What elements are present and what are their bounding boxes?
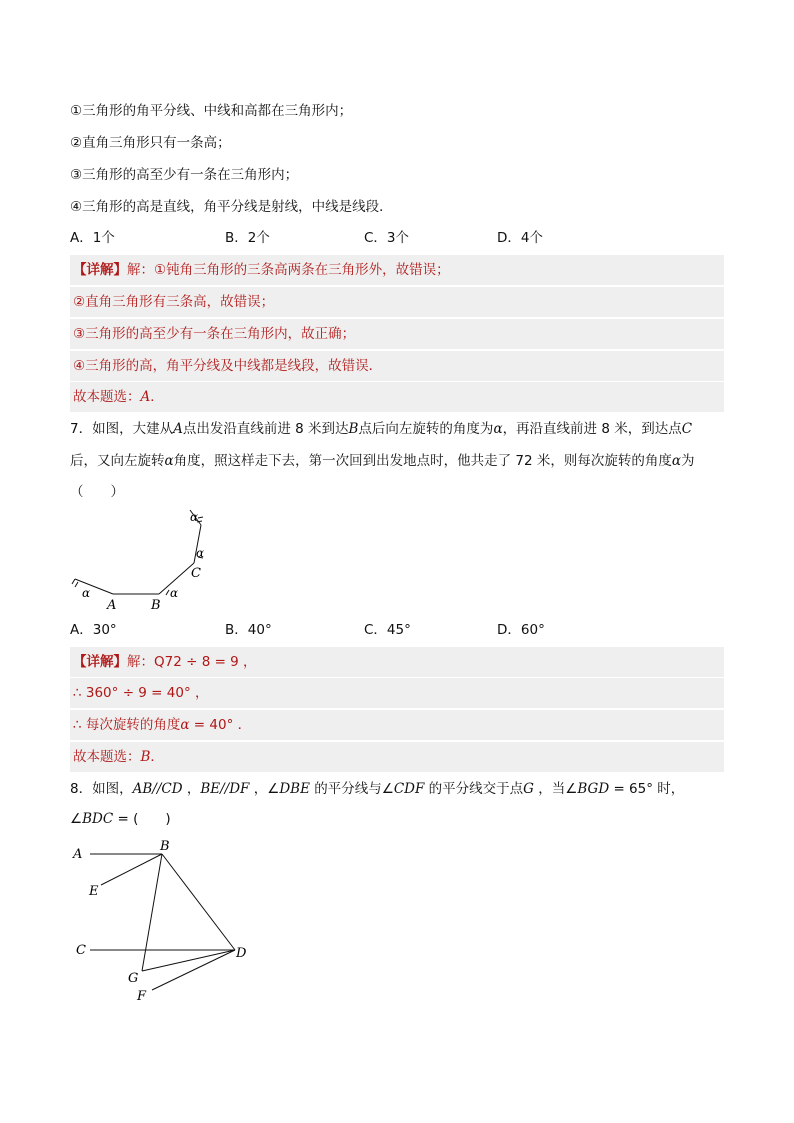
q8-text: ， xyxy=(249,781,268,797)
label-b: B xyxy=(151,598,161,613)
label-g: G xyxy=(128,971,139,986)
label-a: A xyxy=(73,847,83,862)
ray-be xyxy=(101,854,162,885)
answer-suffix: ． xyxy=(150,749,164,765)
q6-answer xyxy=(70,382,724,412)
q7-solution-line-1 xyxy=(70,647,724,677)
q8-stem-line-2 xyxy=(70,809,724,829)
label-alpha: α xyxy=(190,510,199,524)
alpha-symbol: α xyxy=(164,453,174,469)
q6-statement-4: ④三角形的高是直线，角平分线是射线，中线是线段． xyxy=(70,199,393,215)
q6-statement-1: ①三角形的角平分线、中线和高都在三角形内； xyxy=(70,103,353,119)
q8-stem-line-1 xyxy=(70,779,724,799)
label-c: C xyxy=(76,943,86,958)
angle-cdf: CDF xyxy=(393,781,425,797)
q8-text: = 65° 时， xyxy=(609,781,685,797)
q7-option-c: C．45° xyxy=(364,622,411,638)
segment-cd: CD xyxy=(161,781,183,797)
label-e: E xyxy=(89,884,99,899)
q8-text: ， xyxy=(182,781,201,797)
ray-df xyxy=(152,950,235,990)
angle-bdc: BDC xyxy=(82,811,114,827)
label-alpha: α xyxy=(82,586,91,600)
hatch xyxy=(72,579,75,584)
q6-solution-line-4: ④三角形的高，角平分线及中线都是线段，故错误． xyxy=(70,351,724,381)
q6-solution-line-3: ③三角形的高至少有一条在三角形内，故正确； xyxy=(70,319,724,349)
q8-figure xyxy=(70,838,260,1008)
q8-text: ，当 xyxy=(533,781,566,797)
answer-suffix: ． xyxy=(150,389,164,405)
q7-stem-line-1 xyxy=(70,419,724,439)
hatch xyxy=(198,517,203,518)
angle-symbol: ∠ xyxy=(565,781,578,797)
q6-option-a: A．1个 xyxy=(70,230,115,246)
q6-solution-line-1 xyxy=(70,255,724,285)
segment-ab: AB xyxy=(132,781,153,797)
q7-text: 为 xyxy=(681,453,695,469)
hatch xyxy=(75,582,78,587)
label-f: F xyxy=(137,989,147,1004)
point-a: A xyxy=(173,421,183,437)
q8-text: 8．如图， xyxy=(70,781,133,797)
label-a: A xyxy=(107,598,117,613)
q7-solution-line-2: ∴ 360° ÷ 9 = 40° ， xyxy=(70,678,724,708)
alpha-symbol: α xyxy=(671,453,682,469)
q7-figure xyxy=(70,505,220,615)
path-segment xyxy=(75,579,113,594)
q6-option-d: D．4个 xyxy=(497,230,543,246)
q7-answer xyxy=(70,742,724,772)
q7-text: 点出发沿直线前进 8 米到达 xyxy=(182,421,349,437)
q7-text: 角度，照这样走下去，第一次回到出发地点时，他共走了 72 米，则每次旋转的角度 xyxy=(173,453,672,469)
q7-option-b: B．40° xyxy=(225,622,272,638)
q7-solution-line-3 xyxy=(70,710,724,740)
q6-statement-3: ③三角形的高至少有一条在三角形内； xyxy=(70,167,299,183)
hatch xyxy=(166,590,169,595)
q6-option-b: B．2个 xyxy=(225,230,270,246)
q7-option-d: D．60° xyxy=(497,622,545,638)
solution-tag: 【详解】 xyxy=(73,654,127,670)
q7-text: 点后向左旋转的角度为 xyxy=(358,421,494,437)
q7-option-a: A．30° xyxy=(70,622,117,638)
q8-text: = ( ) xyxy=(113,811,171,827)
segment-df: DF xyxy=(229,781,250,797)
q7-text: 后，又向左旋转 xyxy=(70,453,165,469)
angle-symbol: ∠ xyxy=(381,781,394,797)
label-d: D xyxy=(236,946,247,961)
solution-tag: 【详解】 xyxy=(73,262,127,278)
q8-text: 的平分线交于点 xyxy=(424,781,524,797)
angle-symbol: ∠ xyxy=(70,811,83,827)
solution-text: 解：Q72 ÷ 8 = 9 ， xyxy=(127,654,257,670)
q8-text: 的平分线与 xyxy=(309,781,382,797)
solution-text: ∴ 每次旋转的角度 xyxy=(73,717,181,733)
q7-text: ，再沿直线前进 8 米，到达点 xyxy=(502,421,682,437)
q7-stem-line-3: （ ） xyxy=(70,484,124,500)
angle-bgd: BGD xyxy=(577,781,610,797)
q7-stem-line-2 xyxy=(70,451,724,471)
answer-prefix: 故本题选： xyxy=(73,749,141,765)
label-alpha: α xyxy=(170,586,179,600)
q6-statement-2: ②直角三角形只有一条高； xyxy=(70,135,231,151)
segment-be: BE xyxy=(200,781,221,797)
point-g: G xyxy=(523,781,534,797)
answer-prefix: 故本题选： xyxy=(73,389,141,405)
solution-prefix: 解： xyxy=(127,262,154,278)
label-b: B xyxy=(160,839,170,854)
q7-text: 7．如图，大建从 xyxy=(70,421,174,437)
label-c: C xyxy=(191,566,201,581)
q6-option-c: C．3个 xyxy=(364,230,410,246)
segment-gd xyxy=(142,950,235,971)
answer-letter: B xyxy=(140,749,151,765)
parallel-symbol: // xyxy=(152,781,162,797)
label-alpha: α xyxy=(196,546,205,560)
angle-symbol: ∠ xyxy=(267,781,280,797)
solution-text: = 40° ． xyxy=(189,717,252,733)
alpha-symbol: α xyxy=(180,717,190,733)
answer-letter: A xyxy=(140,389,151,405)
segment-bd xyxy=(162,854,235,950)
alpha-symbol: α xyxy=(493,421,503,437)
angle-dbe: DBE xyxy=(279,781,310,797)
solution-text: ①钝角三角形的三条高两条在三角形外，故错误； xyxy=(154,262,450,278)
parallel-symbol: // xyxy=(220,781,230,797)
point-b: B xyxy=(348,421,359,437)
segment-bg xyxy=(142,854,162,971)
point-c: C xyxy=(681,421,693,437)
q6-solution-line-2: ②直角三角形有三条高，故错误； xyxy=(70,287,724,317)
